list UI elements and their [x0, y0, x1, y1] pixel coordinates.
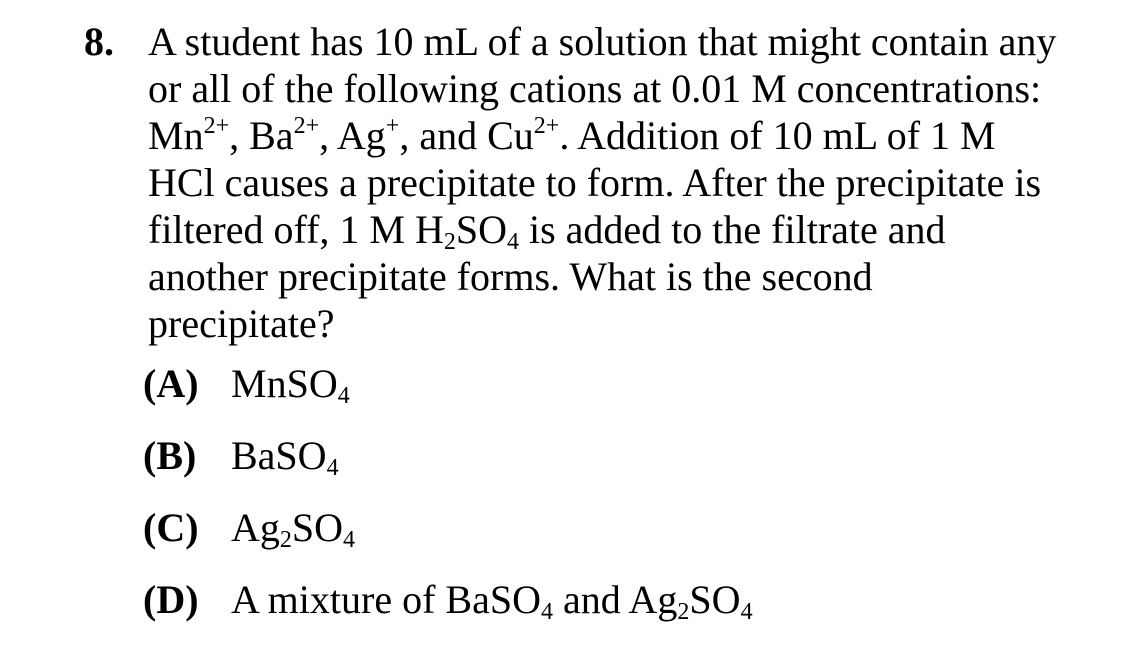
text-run: filtered off, 1 M H: [148, 207, 444, 252]
text-run: Ag: [231, 505, 280, 550]
text-run: , and Cu: [399, 113, 534, 158]
choice-text: [231, 504, 355, 551]
stem-line: [148, 18, 1108, 65]
text-run: and Ag: [552, 577, 678, 622]
text-run: Mn: [148, 113, 204, 158]
superscript: 2+: [533, 113, 560, 139]
subscript: 2: [443, 229, 456, 255]
text-run: A mixture of BaSO: [231, 577, 541, 622]
text-run: . Addition of 10 mL of 1 M: [559, 113, 996, 158]
stem-line: [148, 206, 1108, 253]
choice-letter: (A): [143, 361, 199, 406]
question-number: 8.: [84, 19, 114, 64]
choice-letter: (B): [143, 433, 197, 478]
text-run: SO: [291, 505, 344, 550]
answer-choices: [143, 360, 1043, 648]
choice-text: [231, 360, 350, 407]
subscript: 4: [343, 527, 356, 553]
stem-line: [148, 65, 1108, 112]
text-run: HCl causes a precipitate to form. After the precipitate is: [148, 160, 1042, 205]
text-run: SO: [689, 577, 741, 622]
stem-line: [148, 112, 1108, 159]
superscript: 2+: [203, 113, 230, 139]
text-run: , Ag: [319, 113, 386, 158]
text-run: or all of the following cations at 0.01 M concentrations:: [148, 66, 1042, 111]
subscript: 4: [507, 229, 519, 255]
choice-letter: (C): [143, 505, 199, 550]
stem-line: [148, 253, 1108, 300]
superscript: 2+: [293, 113, 320, 139]
text-run: , Ba: [229, 113, 294, 158]
text-run: MnSO: [231, 361, 338, 406]
subscript: 4: [740, 599, 753, 625]
text-run: SO: [455, 207, 507, 252]
subscript: 2: [677, 599, 690, 625]
question-stem: [148, 18, 1108, 347]
superscript: +: [385, 113, 400, 139]
choice-a[interactable]: [143, 360, 1043, 432]
text-run: precipitate?: [148, 301, 335, 346]
text-run: is added to the filtrate and: [519, 207, 946, 252]
text-run: A student has 10 mL of a solution that might contain any: [148, 19, 1057, 64]
choice-letter: (D): [143, 577, 199, 622]
subscript: 4: [540, 599, 553, 625]
stem-line: [148, 300, 1108, 347]
subscript: 4: [337, 383, 350, 409]
subscript: 4: [326, 455, 339, 481]
stem-line: [148, 159, 1108, 206]
choice-c[interactable]: [143, 504, 1043, 576]
choice-text: [231, 432, 339, 479]
choice-text: [231, 576, 753, 623]
subscript: 2: [279, 527, 292, 553]
choice-b[interactable]: [143, 432, 1043, 504]
text-run: BaSO: [231, 433, 327, 478]
text-run: another precipitate forms. What is the second: [148, 254, 873, 299]
choice-d[interactable]: [143, 576, 1043, 648]
